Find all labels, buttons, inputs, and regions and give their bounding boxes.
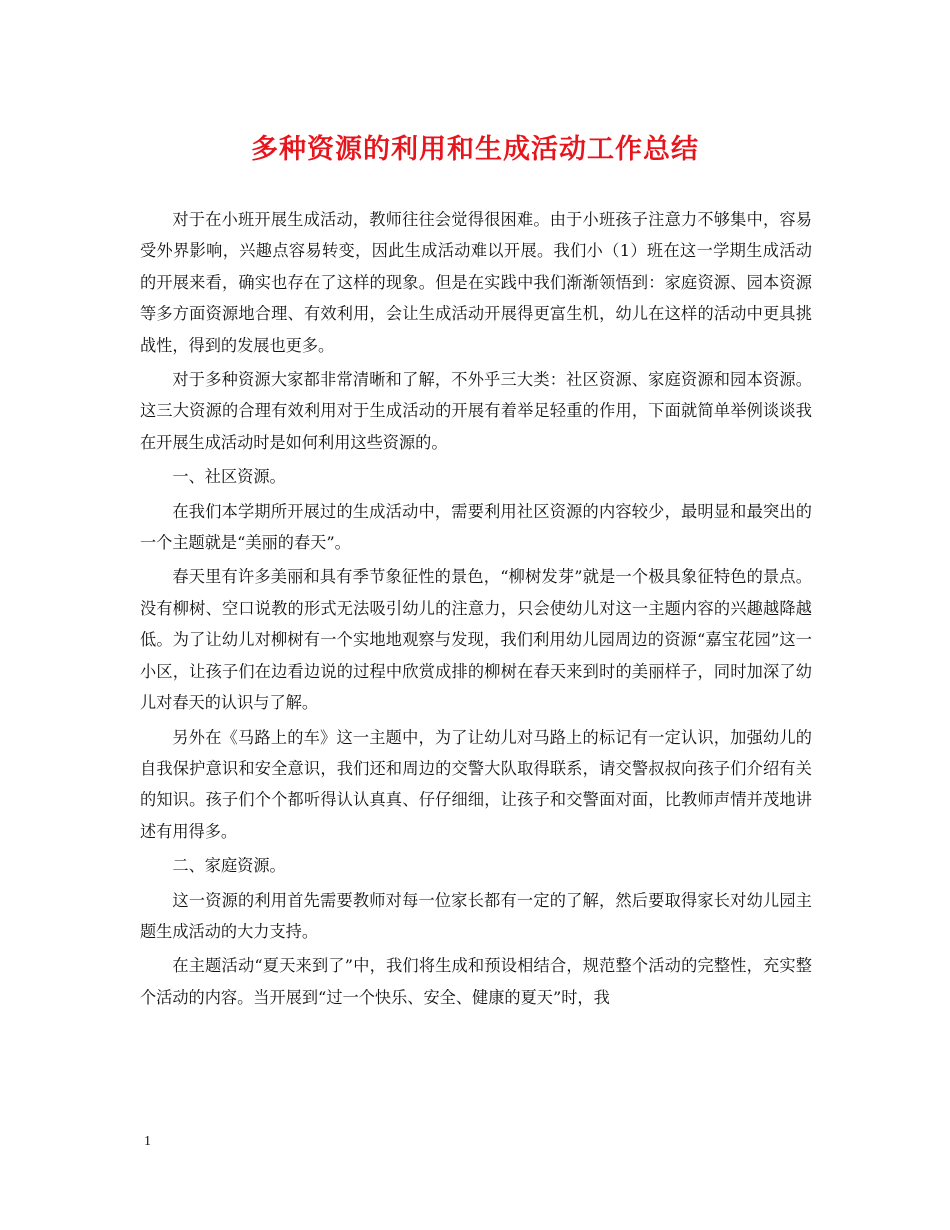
section-heading: 二、家庭资源。 [172,856,286,876]
paragraph: 这一资源的利用首先需要教师对每一位家长都有一定的了解，然后要取得家长对幼儿园主题生成活动的大力支持。 [140,890,812,941]
paragraph: 春天里有许多美丽和具有季节象征性的景色，“柳树发芽”就是一个极具象征特色的景点。没有柳树、空口说教的形式无法吸引幼儿的注意力，只会使幼儿对这一主题内容的兴趣越降越低。为了让幼儿对柳树有一个实地地观察与发现，我们利用幼儿园周边的资源“嘉宝花园”这一小区，让孩子们在边看边说的过程中欣赏成排的柳树在春天来到时的美丽样子，同时加深了幼儿对春天的认识与了解。 [140,567,812,713]
paragraph: 对于多种资源大家都非常清晰和了解，不外乎三大类：社区资源、家庭资源和园本资源。这三大资源的合理有效利用对于生成活动的开展有着举足轻重的作用，下面就简单举例谈谈我在开展生成活动时是如何利用这些资源的。 [140,370,812,452]
paragraph: 对于在小班开展生成活动，教师往往会觉得很困难。由于小班孩子注意力不够集中，容易受外界影响，兴趣点容易转变，因此生成活动难以开展。我们小（1）班在这一学期生成活动的开展来看，确实也存在了这样的现象。但是在实践中我们渐渐领悟到：家庭资源、园本资源等多方面资源地合理、有效利用，会让生成活动开展得更富生机，幼儿在这样的活动中更具挑战性，得到的发展也更多。 [140,210,812,355]
paragraph: 另外在《马路上的车》这一主题中，为了让幼儿对马路上的标记有一定认识，加强幼儿的自我保护意识和安全意识，我们还和周边的交警大队取得联系，请交警叔叔向孩子们介绍有关的知识。孩子们个个都听得认认真真、仔仔细细，让孩子和交警面对面，比教师声情并茂地讲述有用得多。 [140,727,812,841]
paragraph: 在主题活动“夏天来到了”中，我们将生成和预设相结合，规范整个活动的完整性，充实整个活动的内容。当开展到“过一个快乐、安全、健康的夏天”时，我 [140,956,812,1007]
section-heading: 一、社区资源。 [172,467,286,487]
paragraph: 在我们本学期所开展过的生成活动中，需要利用社区资源的内容较少，最明显和最突出的一个主题就是“美丽的春天”。 [140,501,812,553]
document-body [140,204,812,1016]
page-number: 1 [144,1134,151,1149]
document-title: 多种资源的利用和生成活动工作总结 [251,134,699,165]
